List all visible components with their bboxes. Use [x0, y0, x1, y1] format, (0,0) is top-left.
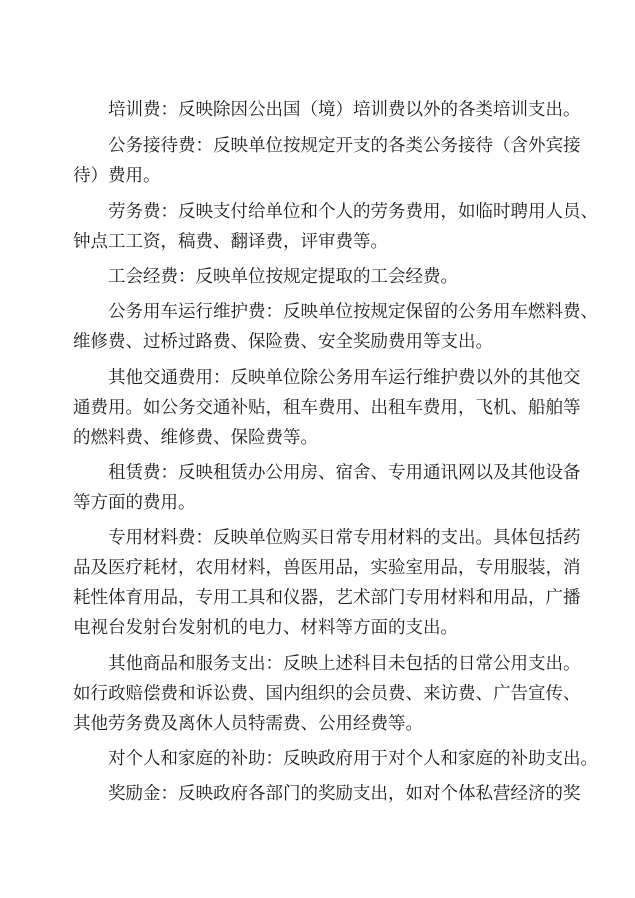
paragraph-materials-fee-line-1: 专用材料费：反映单位购买日常专用材料的支出。具体包括药: [108, 528, 581, 548]
paragraph-other-goods-services-line-2: 如行政赔偿费和诉讼费、国内组织的会员费、来访费、广告宣传、: [73, 684, 581, 704]
paragraph-transport-fee-line-3: 的燃料费、维修费、保险费等。: [73, 428, 318, 448]
paragraph-other-goods-services-line-3: 其他劳务费及离休人员特需费、公用经费等。: [73, 714, 423, 734]
paragraph-other-goods-services-line-1: 其他商品和服务支出：反映上述科目未包括的日常公用支出。: [108, 654, 581, 674]
paragraph-training-fee-line-1: 培训费：反映除因公出国（境）培训费以外的各类培训支出。: [108, 100, 581, 120]
paragraph-transport-fee-line-1: 其他交通费用：反映单位除公务用车运行维护费以外的其他交: [108, 368, 581, 388]
paragraph-transport-fee-line-2: 通费用。如公务交通补贴，租车费用、出租车费用，飞机、船舶等: [73, 398, 581, 418]
paragraph-reception-fee-line-1: 公务接待费：反映单位按规定开支的各类公务接待（含外宾接: [108, 136, 581, 156]
paragraph-reception-fee-line-2: 待）费用。: [73, 166, 161, 186]
paragraph-union-fee-line-1: 工会经费：反映单位按规定提取的工会经费。: [108, 267, 458, 287]
paragraph-reward-fund-line-1: 奖励金：反映政府各部门的奖励支出，如对个体私营经济的奖: [108, 784, 581, 804]
paragraph-household-subsidy-line-1: 对个人和家庭的补助：反映政府用于对个人和家庭的补助支出。: [108, 749, 598, 769]
paragraph-vehicle-fee-line-1: 公务用车运行维护费：反映单位按规定保留的公务用车燃料费、: [108, 302, 598, 322]
paragraph-materials-fee-line-4: 电视台发射台发射机的电力、材料等方面的支出。: [73, 618, 458, 638]
paragraph-rental-fee-line-1: 租赁费：反映租赁办公用房、宿舍、专用通讯网以及其他设备: [108, 463, 581, 483]
paragraph-materials-fee-line-2: 品及医疗耗材，农用材料，兽医用品，实验室用品，专用服装，消: [73, 558, 581, 578]
paragraph-vehicle-fee-line-2: 维修费、过桥过路费、保险费、安全奖励费用等支出。: [73, 332, 493, 352]
paragraph-materials-fee-line-3: 耗性体育用品，专用工具和仪器，艺术部门专用材料和用品，广播: [73, 588, 581, 608]
paragraph-labor-fee-line-2: 钟点工工资，稿费、翻译费，评审费等。: [73, 232, 388, 252]
paragraph-labor-fee-line-1: 劳务费：反映支付给单位和个人的劳务费用，如临时聘用人员、: [108, 202, 598, 222]
paragraph-rental-fee-line-2: 等方面的费用。: [73, 493, 196, 513]
